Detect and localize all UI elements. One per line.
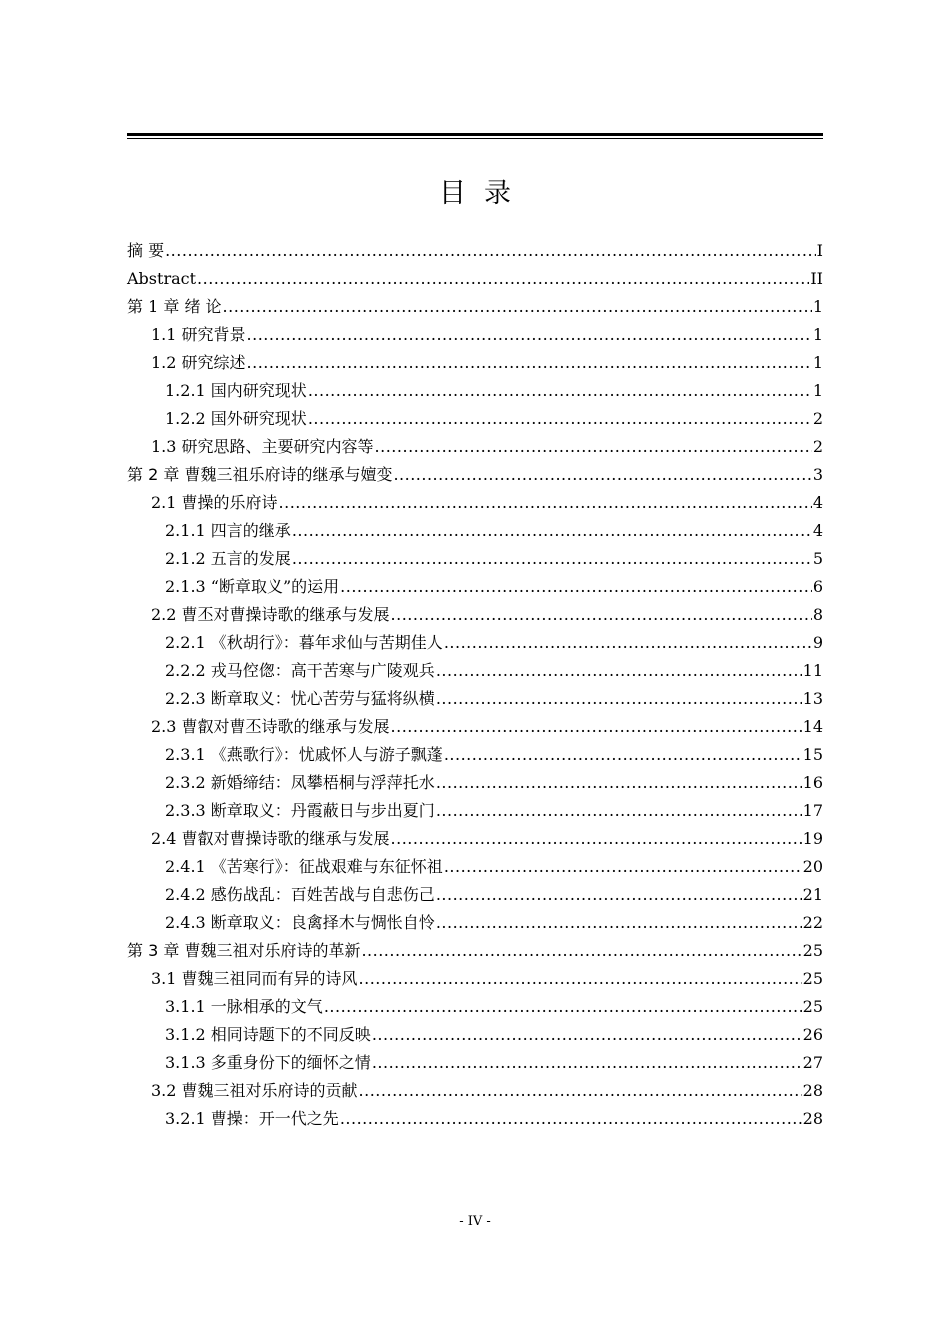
toc-leader-dots xyxy=(308,405,812,433)
toc-entry[interactable] xyxy=(127,601,823,629)
toc-leader-dots xyxy=(223,293,812,321)
toc-entry[interactable] xyxy=(127,293,823,321)
toc-entry[interactable] xyxy=(127,573,823,601)
toc-entry-label: 2.2.3 断章取义：忧心苦劳与猛将纵横 xyxy=(165,689,435,708)
toc-entry-page: 11 xyxy=(802,661,823,680)
header-rule-thin xyxy=(127,138,823,139)
toc-leader-dots xyxy=(340,1105,802,1133)
toc-entry[interactable] xyxy=(127,1049,823,1077)
toc-entry-page: 15 xyxy=(802,745,823,764)
toc-entry-page: 6 xyxy=(812,577,823,596)
toc-leader-dots xyxy=(324,993,802,1021)
toc-entry-label: 2.3.3 断章取义：丹霞蔽日与步出夏门 xyxy=(165,801,435,820)
toc-leader-dots xyxy=(247,321,812,349)
toc-leader-dots xyxy=(197,265,809,293)
toc-entry-label: 2.2.1 《秋胡行》：暮年求仙与苦期佳人 xyxy=(165,633,443,652)
toc-entry[interactable] xyxy=(127,265,823,293)
toc-entry-page: 25 xyxy=(802,969,823,988)
toc-entry-page: 4 xyxy=(812,493,823,512)
toc-entry-page: 20 xyxy=(802,857,823,876)
toc-leader-dots xyxy=(436,685,802,713)
toc-leader-dots xyxy=(375,433,812,461)
toc-entry[interactable] xyxy=(127,377,823,405)
toc-entry-label: 1.2.2 国外研究现状 xyxy=(165,409,307,428)
toc-entry-page: 13 xyxy=(802,689,823,708)
toc-entry-label: 摘 要 xyxy=(127,241,165,260)
toc-entry-page: 25 xyxy=(802,997,823,1016)
toc-entry-label: 3.2.1 曹操：开一代之先 xyxy=(165,1109,339,1128)
toc-leader-dots xyxy=(436,797,802,825)
toc-entry-label: 1.3 研究思路、主要研究内容等 xyxy=(151,437,374,456)
toc-entry-page: 16 xyxy=(802,773,823,792)
toc-entry-label: 2.3.1 《燕歌行》：忧戚怀人与游子飘蓬 xyxy=(165,745,443,764)
toc-entry-label: 2.1 曹操的乐府诗 xyxy=(151,493,278,512)
toc-entry-label: 2.4.3 断章取义：良禽择木与惆怅自怜 xyxy=(165,913,435,932)
toc-entry[interactable] xyxy=(127,909,823,937)
toc-entry-label: 1.1 研究背景 xyxy=(151,325,246,344)
toc-entry-page: 28 xyxy=(802,1081,823,1100)
toc-entry[interactable] xyxy=(127,713,823,741)
toc-entry-label: 2.2 曹丕对曹操诗歌的继承与发展 xyxy=(151,605,390,624)
toc-entry-page: II xyxy=(810,269,823,288)
toc-leader-dots xyxy=(372,1021,802,1049)
toc-entry[interactable] xyxy=(127,517,823,545)
toc-entry[interactable] xyxy=(127,1021,823,1049)
toc-entry[interactable] xyxy=(127,1105,823,1133)
toc-leader-dots xyxy=(436,909,802,937)
table-of-contents xyxy=(127,237,823,1133)
toc-leader-dots xyxy=(436,769,802,797)
toc-entry-page: 8 xyxy=(812,605,823,624)
toc-leader-dots xyxy=(292,545,812,573)
toc-entry-page: 1 xyxy=(812,325,823,344)
toc-entry[interactable] xyxy=(127,769,823,797)
toc-entry-label: 3.1.2 相同诗题下的不同反映 xyxy=(165,1025,371,1044)
toc-entry[interactable] xyxy=(127,489,823,517)
toc-entry-label: 1.2.1 国内研究现状 xyxy=(165,381,307,400)
page-number-footer: - IV - xyxy=(459,1214,491,1229)
toc-entry-page: 4 xyxy=(812,521,823,540)
toc-entry-page: 1 xyxy=(812,353,823,372)
toc-entry[interactable] xyxy=(127,741,823,769)
toc-leader-dots xyxy=(436,881,802,909)
toc-entry-label: 2.1.1 四言的继承 xyxy=(165,521,291,540)
toc-entry-page: 2 xyxy=(812,437,823,456)
toc-entry-page: 14 xyxy=(802,717,823,736)
toc-entry-page: 1 xyxy=(812,297,823,316)
toc-leader-dots xyxy=(165,237,816,265)
toc-entry[interactable] xyxy=(127,657,823,685)
toc-entry[interactable] xyxy=(127,993,823,1021)
toc-entry[interactable] xyxy=(127,937,823,965)
toc-entry-label: 2.3 曹叡对曹丕诗歌的继承与发展 xyxy=(151,717,390,736)
toc-entry-label: 2.4 曹叡对曹操诗歌的继承与发展 xyxy=(151,829,390,848)
header-rule-thick xyxy=(127,133,823,136)
toc-leader-dots xyxy=(436,657,802,685)
toc-entry-label: 3.2 曹魏三祖对乐府诗的贡献 xyxy=(151,1081,358,1100)
toc-entry-page: 26 xyxy=(802,1025,823,1044)
toc-entry[interactable] xyxy=(127,405,823,433)
toc-entry-label: 第 1 章 绪 论 xyxy=(127,297,222,316)
toc-entry[interactable] xyxy=(127,825,823,853)
toc-entry-label: 2.1.2 五言的发展 xyxy=(165,549,291,568)
toc-leader-dots xyxy=(444,741,802,769)
toc-leader-dots xyxy=(444,629,812,657)
toc-leader-dots xyxy=(391,601,812,629)
toc-entry-page: 3 xyxy=(812,465,823,484)
toc-leader-dots xyxy=(391,713,802,741)
toc-entry-page: 22 xyxy=(802,913,823,932)
toc-entry-page: 17 xyxy=(802,801,823,820)
toc-leader-dots xyxy=(393,461,811,489)
toc-entry[interactable] xyxy=(127,1077,823,1105)
toc-entry[interactable] xyxy=(127,545,823,573)
toc-entry[interactable] xyxy=(127,797,823,825)
toc-entry-page: 19 xyxy=(802,829,823,848)
toc-entry-page: 2 xyxy=(812,409,823,428)
toc-entry[interactable] xyxy=(127,685,823,713)
toc-leader-dots xyxy=(292,517,812,545)
toc-entry-page: 21 xyxy=(802,885,823,904)
toc-leader-dots xyxy=(359,965,802,993)
toc-leader-dots xyxy=(359,1077,802,1105)
toc-entry-label: 第 2 章 曹魏三祖乐府诗的继承与嬗变 xyxy=(127,465,393,484)
toc-entry[interactable] xyxy=(127,461,823,489)
toc-entry-label: 3.1.1 一脉相承的文气 xyxy=(165,997,323,1016)
toc-entry-label: 第 3 章 曹魏三祖对乐府诗的革新 xyxy=(127,941,361,960)
toc-entry-page: I xyxy=(816,241,823,260)
toc-entry-label: 2.1.3 “断章取义”的运用 xyxy=(165,577,340,596)
toc-entry-page: 1 xyxy=(812,381,823,400)
toc-entry-label: 3.1.3 多重身份下的缅怀之情 xyxy=(165,1053,371,1072)
toc-entry[interactable] xyxy=(127,433,823,461)
toc-entry-page: 27 xyxy=(802,1053,823,1072)
toc-entry[interactable] xyxy=(127,965,823,993)
toc-entry-page: 5 xyxy=(812,549,823,568)
toc-leader-dots xyxy=(279,489,812,517)
toc-entry-label: 3.1 曹魏三祖同而有异的诗风 xyxy=(151,969,358,988)
toc-entry[interactable] xyxy=(127,853,823,881)
toc-leader-dots xyxy=(308,377,812,405)
toc-leader-dots xyxy=(444,853,802,881)
toc-entry[interactable] xyxy=(127,881,823,909)
toc-leader-dots xyxy=(372,1049,802,1077)
toc-entry[interactable] xyxy=(127,237,823,265)
toc-entry-label: 1.2 研究综述 xyxy=(151,353,246,372)
toc-entry-label: Abstract xyxy=(127,269,197,288)
toc-leader-dots xyxy=(361,937,801,965)
toc-entry-page: 25 xyxy=(802,941,823,960)
toc-entry-label: 2.3.2 新婚缔结：凤攀梧桐与浮萍托水 xyxy=(165,773,435,792)
toc-entry-label: 2.2.2 戎马倥偬：高干苦寒与广陵观兵 xyxy=(165,661,435,680)
toc-leader-dots xyxy=(340,573,812,601)
toc-entry-page: 28 xyxy=(802,1109,823,1128)
toc-title: 目录 xyxy=(439,178,529,209)
toc-entry[interactable] xyxy=(127,629,823,657)
toc-leader-dots xyxy=(247,349,812,377)
toc-entry[interactable] xyxy=(127,349,823,377)
toc-entry-label: 2.4.2 感伤战乱：百姓苦战与自悲伤己 xyxy=(165,885,435,904)
toc-entry-label: 2.4.1 《苦寒行》：征战艰难与东征怀祖 xyxy=(165,857,443,876)
toc-entry-page: 9 xyxy=(812,633,823,652)
toc-leader-dots xyxy=(391,825,802,853)
toc-entry[interactable] xyxy=(127,321,823,349)
